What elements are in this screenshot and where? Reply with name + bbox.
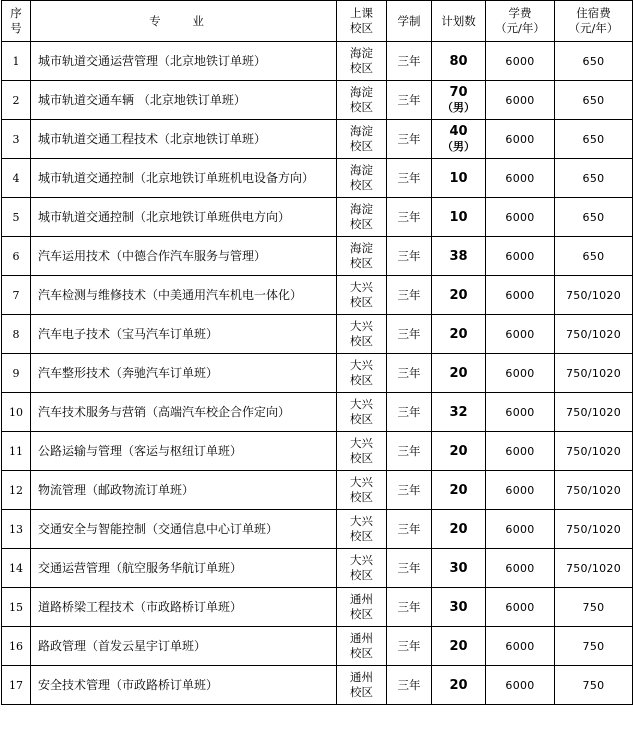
- lodging-cell: 750/1020: [555, 315, 633, 354]
- header-lodging-line1: 住宿费: [576, 6, 611, 20]
- row-number: 4: [2, 159, 31, 198]
- table-row: [2, 393, 633, 432]
- campus-name: 大兴: [350, 514, 373, 528]
- campus-name: 海淀: [350, 124, 373, 138]
- header-campus-line2: 校区: [350, 21, 373, 35]
- header-lodging: [555, 1, 633, 42]
- tuition-cell: 6000: [486, 354, 555, 393]
- plan-cell: [432, 315, 486, 354]
- lodging-cell: 750: [555, 588, 633, 627]
- row-number: 2: [2, 81, 31, 120]
- row-number: 7: [2, 276, 31, 315]
- campus-cell: [337, 237, 387, 276]
- plan-count: 30: [449, 599, 468, 615]
- plan-count: 32: [449, 404, 468, 420]
- tuition-cell: 6000: [486, 510, 555, 549]
- lodging-cell: 650: [555, 237, 633, 276]
- duration-cell: 三年: [387, 120, 432, 159]
- plan-cell: [432, 432, 486, 471]
- campus-name: 大兴: [350, 397, 373, 411]
- row-number: 8: [2, 315, 31, 354]
- row-number: 9: [2, 354, 31, 393]
- major-name: 城市轨道交通运营管理（北京地铁订单班）: [31, 42, 337, 81]
- campus-cell: [337, 159, 387, 198]
- plan-count: 20: [449, 638, 468, 654]
- campus-suffix: 校区: [350, 61, 373, 75]
- campus-suffix: 校区: [350, 412, 373, 426]
- lodging-cell: 750: [555, 627, 633, 666]
- plan-note: （男）: [442, 101, 475, 114]
- campus-suffix: 校区: [350, 646, 373, 660]
- plan-cell: [432, 237, 486, 276]
- plan-count: 20: [449, 443, 468, 459]
- campus-name: 大兴: [350, 319, 373, 333]
- duration-cell: 三年: [387, 510, 432, 549]
- duration-cell: 三年: [387, 432, 432, 471]
- campus-suffix: 校区: [350, 295, 373, 309]
- campus-suffix: 校区: [350, 607, 373, 621]
- plan-count: 40: [449, 124, 468, 139]
- campus-cell: [337, 627, 387, 666]
- campus-name: 海淀: [350, 46, 373, 60]
- header-campus-line1: 上课: [350, 6, 373, 20]
- plan-count: 80: [449, 53, 468, 69]
- major-name: 汽车整形技术（奔驰汽车订单班）: [31, 354, 337, 393]
- tuition-cell: 6000: [486, 42, 555, 81]
- plan-count: 10: [449, 170, 468, 186]
- header-row: [2, 1, 633, 42]
- plan-cell: [432, 81, 486, 120]
- campus-cell: [337, 42, 387, 81]
- campus-suffix: 校区: [350, 139, 373, 153]
- tuition-cell: 6000: [486, 198, 555, 237]
- campus-cell: [337, 588, 387, 627]
- lodging-cell: 650: [555, 120, 633, 159]
- campus-suffix: 校区: [350, 373, 373, 387]
- plan-count: 20: [449, 482, 468, 498]
- table-row: [2, 510, 633, 549]
- plan-count: 20: [449, 326, 468, 342]
- plan-count: 38: [449, 248, 468, 264]
- campus-cell: [337, 471, 387, 510]
- tuition-cell: 6000: [486, 315, 555, 354]
- campus-suffix: 校区: [350, 490, 373, 504]
- lodging-cell: 750/1020: [555, 432, 633, 471]
- table-row: [2, 354, 633, 393]
- campus-name: 海淀: [350, 163, 373, 177]
- tuition-cell: 6000: [486, 549, 555, 588]
- major-name: 交通运营管理（航空服务华航订单班）: [31, 549, 337, 588]
- duration-cell: 三年: [387, 276, 432, 315]
- plan-cell: [432, 276, 486, 315]
- row-number: 3: [2, 120, 31, 159]
- table-row: [2, 471, 633, 510]
- campus-cell: [337, 549, 387, 588]
- campus-name: 海淀: [350, 85, 373, 99]
- table-row: [2, 276, 633, 315]
- major-name: 汽车电子技术（宝马汽车订单班）: [31, 315, 337, 354]
- plan-cell: [432, 666, 486, 705]
- lodging-cell: 750/1020: [555, 354, 633, 393]
- major-name: 汽车运用技术（中德合作汽车服务与管理）: [31, 237, 337, 276]
- campus-cell: [337, 510, 387, 549]
- plan-count: 20: [449, 521, 468, 537]
- row-number: 1: [2, 42, 31, 81]
- row-number: 6: [2, 237, 31, 276]
- tuition-cell: 6000: [486, 237, 555, 276]
- campus-name: 大兴: [350, 553, 373, 567]
- campus-cell: [337, 120, 387, 159]
- header-major-label: 专 业: [149, 13, 218, 28]
- campus-cell: [337, 315, 387, 354]
- campus-name: 大兴: [350, 280, 373, 294]
- campus-suffix: 校区: [350, 334, 373, 348]
- plan-cell: [432, 159, 486, 198]
- duration-cell: 三年: [387, 159, 432, 198]
- header-seq-line2: 号: [10, 21, 22, 35]
- duration-cell: 三年: [387, 354, 432, 393]
- table-row: [2, 627, 633, 666]
- campus-name: 通州: [350, 670, 373, 684]
- major-name: 城市轨道交通控制（北京地铁订单班供电方向）: [31, 198, 337, 237]
- plan-cell: [432, 354, 486, 393]
- table-row: [2, 42, 633, 81]
- lodging-cell: 750: [555, 666, 633, 705]
- row-number: 11: [2, 432, 31, 471]
- duration-cell: 三年: [387, 237, 432, 276]
- table-header: [2, 1, 633, 42]
- plan-count: 20: [449, 365, 468, 381]
- table-row: [2, 81, 633, 120]
- tuition-cell: 6000: [486, 471, 555, 510]
- row-number: 17: [2, 666, 31, 705]
- table-row: [2, 549, 633, 588]
- table-row: [2, 120, 633, 159]
- major-name: 安全技术管理（市政路桥订单班）: [31, 666, 337, 705]
- major-name: 汽车检测与维修技术（中美通用汽车机电一体化）: [31, 276, 337, 315]
- tuition-cell: 6000: [486, 588, 555, 627]
- header-seq-line1: 序: [10, 6, 22, 20]
- header-tuition-line1: 学费: [508, 6, 532, 20]
- campus-name: 大兴: [350, 475, 373, 489]
- table-row: [2, 432, 633, 471]
- campus-suffix: 校区: [350, 217, 373, 231]
- campus-name: 大兴: [350, 436, 373, 450]
- header-tuition-line2: （元/年）: [495, 21, 545, 35]
- major-name: 物流管理（邮政物流订单班）: [31, 471, 337, 510]
- campus-cell: [337, 198, 387, 237]
- plan-cell: [432, 42, 486, 81]
- table-row: [2, 159, 633, 198]
- duration-cell: 三年: [387, 393, 432, 432]
- tuition-cell: 6000: [486, 159, 555, 198]
- campus-suffix: 校区: [350, 451, 373, 465]
- campus-name: 大兴: [350, 358, 373, 372]
- major-name: 交通安全与智能控制（交通信息中心订单班）: [31, 510, 337, 549]
- plan-count: 10: [449, 209, 468, 225]
- lodging-cell: 650: [555, 81, 633, 120]
- lodging-cell: 750/1020: [555, 549, 633, 588]
- header-campus: [337, 1, 387, 42]
- header-tuition: [486, 1, 555, 42]
- plan-cell: [432, 198, 486, 237]
- major-name: 城市轨道交通控制（北京地铁订单班机电设备方向）: [31, 159, 337, 198]
- duration-cell: 三年: [387, 588, 432, 627]
- header-lodging-line2: （元/年）: [568, 21, 619, 35]
- campus-cell: [337, 666, 387, 705]
- row-number: 10: [2, 393, 31, 432]
- duration-cell: 三年: [387, 627, 432, 666]
- plan-count: 20: [449, 287, 468, 303]
- table-row: [2, 237, 633, 276]
- campus-suffix: 校区: [350, 100, 373, 114]
- tuition-cell: 6000: [486, 276, 555, 315]
- lodging-cell: 650: [555, 198, 633, 237]
- plan-cell: [432, 627, 486, 666]
- campus-name: 通州: [350, 631, 373, 645]
- campus-cell: [337, 354, 387, 393]
- row-number: 5: [2, 198, 31, 237]
- table-row: [2, 198, 633, 237]
- lodging-cell: 750/1020: [555, 510, 633, 549]
- duration-cell: 三年: [387, 315, 432, 354]
- tuition-cell: 6000: [486, 81, 555, 120]
- campus-cell: [337, 276, 387, 315]
- campus-suffix: 校区: [350, 529, 373, 543]
- campus-name: 通州: [350, 592, 373, 606]
- campus-cell: [337, 393, 387, 432]
- lodging-cell: 650: [555, 159, 633, 198]
- lodging-cell: 750/1020: [555, 393, 633, 432]
- plan-cell: [432, 510, 486, 549]
- major-name: 道路桥梁工程技术（市政路桥订单班）: [31, 588, 337, 627]
- lodging-cell: 750/1020: [555, 471, 633, 510]
- enrollment-plan-table: [1, 0, 633, 705]
- header-plan: 计划数: [432, 1, 486, 42]
- campus-cell: [337, 432, 387, 471]
- duration-cell: 三年: [387, 549, 432, 588]
- major-name: 公路运输与管理（客运与枢纽订单班）: [31, 432, 337, 471]
- campus-cell: [337, 81, 387, 120]
- table-body: [2, 42, 633, 705]
- plan-cell: [432, 549, 486, 588]
- duration-cell: 三年: [387, 42, 432, 81]
- plan-note: （男）: [442, 140, 475, 153]
- campus-name: 海淀: [350, 241, 373, 255]
- row-number: 14: [2, 549, 31, 588]
- campus-suffix: 校区: [350, 178, 373, 192]
- lodging-cell: 650: [555, 42, 633, 81]
- lodging-cell: 750/1020: [555, 276, 633, 315]
- duration-cell: 三年: [387, 471, 432, 510]
- header-duration: 学制: [387, 1, 432, 42]
- header-seq: [2, 1, 31, 42]
- tuition-cell: 6000: [486, 432, 555, 471]
- tuition-cell: 6000: [486, 120, 555, 159]
- tuition-cell: 6000: [486, 393, 555, 432]
- major-name: 汽车技术服务与营销（高端汽车校企合作定向）: [31, 393, 337, 432]
- table-row: [2, 315, 633, 354]
- row-number: 13: [2, 510, 31, 549]
- tuition-cell: 6000: [486, 627, 555, 666]
- duration-cell: 三年: [387, 666, 432, 705]
- plan-count: 70: [449, 85, 468, 100]
- row-number: 15: [2, 588, 31, 627]
- plan-cell: [432, 393, 486, 432]
- major-name: 城市轨道交通工程技术（北京地铁订单班）: [31, 120, 337, 159]
- campus-name: 海淀: [350, 202, 373, 216]
- campus-suffix: 校区: [350, 568, 373, 582]
- campus-suffix: 校区: [350, 256, 373, 270]
- plan-cell: [432, 120, 486, 159]
- table-row: [2, 588, 633, 627]
- duration-cell: 三年: [387, 81, 432, 120]
- duration-cell: 三年: [387, 198, 432, 237]
- row-number: 12: [2, 471, 31, 510]
- row-number: 16: [2, 627, 31, 666]
- plan-count: 30: [449, 560, 468, 576]
- plan-count: 20: [449, 677, 468, 693]
- plan-cell: [432, 588, 486, 627]
- major-name: 城市轨道交通车辆 （北京地铁订单班）: [31, 81, 337, 120]
- plan-cell: [432, 471, 486, 510]
- tuition-cell: 6000: [486, 666, 555, 705]
- campus-suffix: 校区: [350, 685, 373, 699]
- header-major: [31, 1, 337, 42]
- table-row: [2, 666, 633, 705]
- major-name: 路政管理（首发云星宇订单班）: [31, 627, 337, 666]
